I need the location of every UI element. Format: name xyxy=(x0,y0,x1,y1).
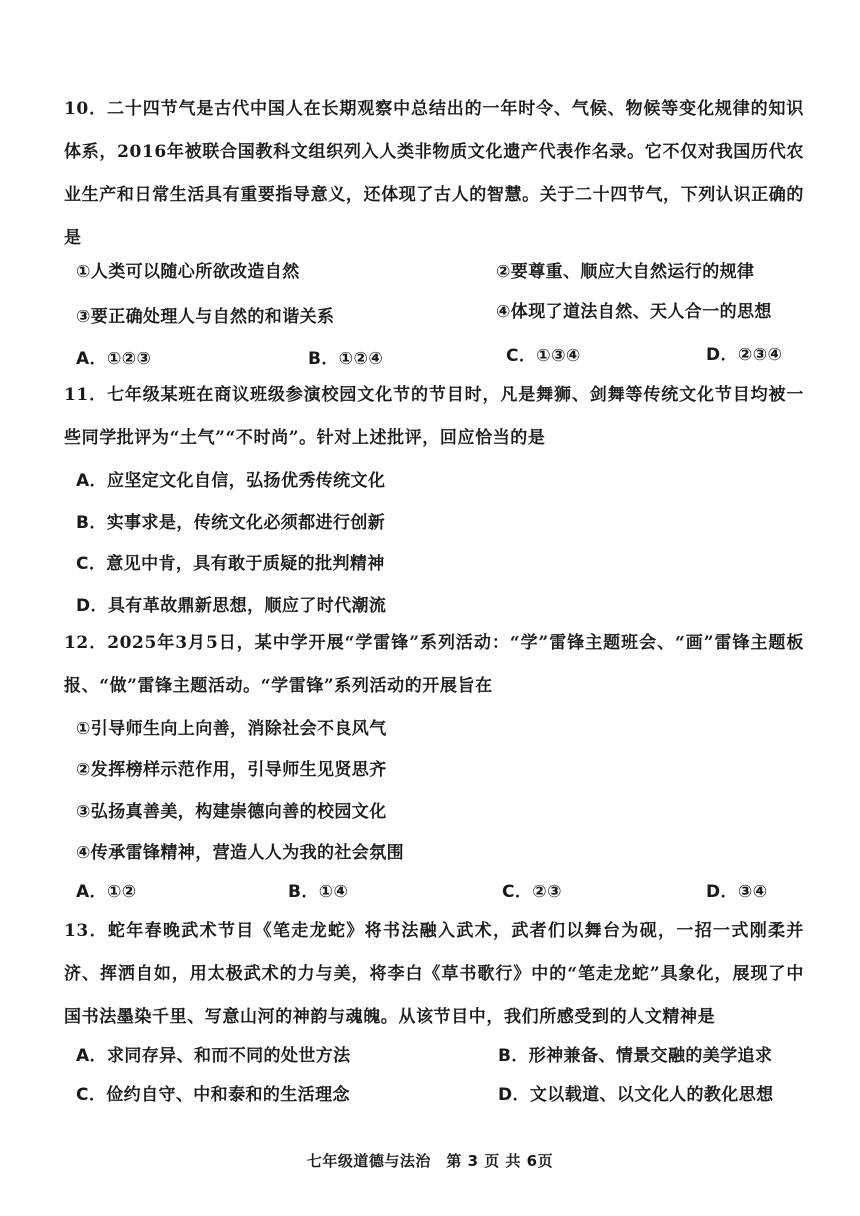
question-12-option-a: A．①② xyxy=(76,882,137,902)
question-12-option-c: C．②③ xyxy=(502,882,562,902)
question-12-option-b: B．①④ xyxy=(288,882,349,902)
question-10-option-b: B．①②④ xyxy=(308,349,384,369)
question-10-option-a: A．①②③ xyxy=(76,349,152,369)
question-13-option-a: A．求同存异、和而不同的处世方法 xyxy=(76,1046,351,1066)
question-13-stem: 13．蛇年春晚武术节目《笔走龙蛇》将书法融入武术，武者们以舞台为砚，一招一式刚柔并济、挥洒自如，用太极武术的力与美，将李白《草书歌行》中的“笔走龙蛇”具象化，展现了中国书法墨染千里、写意山河的神韵与魂魄。从该节目中，我们所感受到的人文精神是 xyxy=(64,921,804,1027)
question-10-stem: 10．二十四节气是古代中国人在长期观察中总结出的一年时令、气候、物候等变化规律的知识体系，2016年被联合国教科文组织列入人类非物质文化遗产代表作名录。它不仅对我国历代农业生产和日常生活具有重要指导意义，还体现了古人的智慧。关于二十四节气，下列认识正确的是 xyxy=(64,99,804,248)
question-12-statement-2: ②发挥榜样示范作用，引导师生见贤思齐 xyxy=(76,760,387,780)
question-13-option-b: B．形神兼备、情景交融的美学追求 xyxy=(498,1046,773,1066)
question-11-option-a: A．应坚定文化自信，弘扬优秀传统文化 xyxy=(76,471,386,491)
question-12-statement-3: ③弘扬真善美，构建崇德向善的校园文化 xyxy=(76,802,387,822)
question-11-option-b: B．实事求是，传统文化必须都进行创新 xyxy=(76,513,386,533)
question-12-statement-1: ①引导师生向上向善，消除社会不良风气 xyxy=(76,719,387,739)
question-10-statement-2: ②要尊重、顺应大自然运行的规律 xyxy=(496,262,755,282)
question-10-statement-3: ③要正确处理人与自然的和谐关系 xyxy=(76,307,335,327)
question-13-option-c: C．俭约自守、中和泰和的生活理念 xyxy=(76,1085,350,1105)
question-10-option-d: D．②③④ xyxy=(706,345,783,365)
question-13-option-d: D．文以载道、以文化人的教化思想 xyxy=(498,1085,774,1105)
question-11-stem: 11．七年级某班在商议班级参演校园文化节的节目时，凡是舞狮、剑舞等传统文化节目均被一些同学批评为“土气”“不时尚”。针对上述批评，回应恰当的是 xyxy=(64,385,804,448)
question-11-option-d: D．具有革故鼎新思想，顺应了时代潮流 xyxy=(76,596,387,616)
question-11-option-c: C．意见中肯，具有敢于质疑的批判精神 xyxy=(76,554,385,574)
question-10-statement-4: ④体现了道法自然、天人合一的思想 xyxy=(496,302,772,322)
question-12-statement-4: ④传承雷锋精神，营造人人为我的社会氛围 xyxy=(76,843,404,863)
question-10-statement-1: ①人类可以随心所欲改造自然 xyxy=(76,262,300,282)
page-footer: 七年级道德与法治 第 3 页 共 6页 xyxy=(306,1152,554,1170)
question-12-stem: 12．2025年3月5日，某中学开展“学雷锋”系列活动：“学”雷锋主题班会、“画”雷锋主题板报、“做”雷锋主题活动。“学雷锋”系列活动的开展旨在 xyxy=(64,633,804,696)
question-10-option-c: C．①③④ xyxy=(506,346,581,366)
question-12-option-d: D．③④ xyxy=(706,882,768,902)
